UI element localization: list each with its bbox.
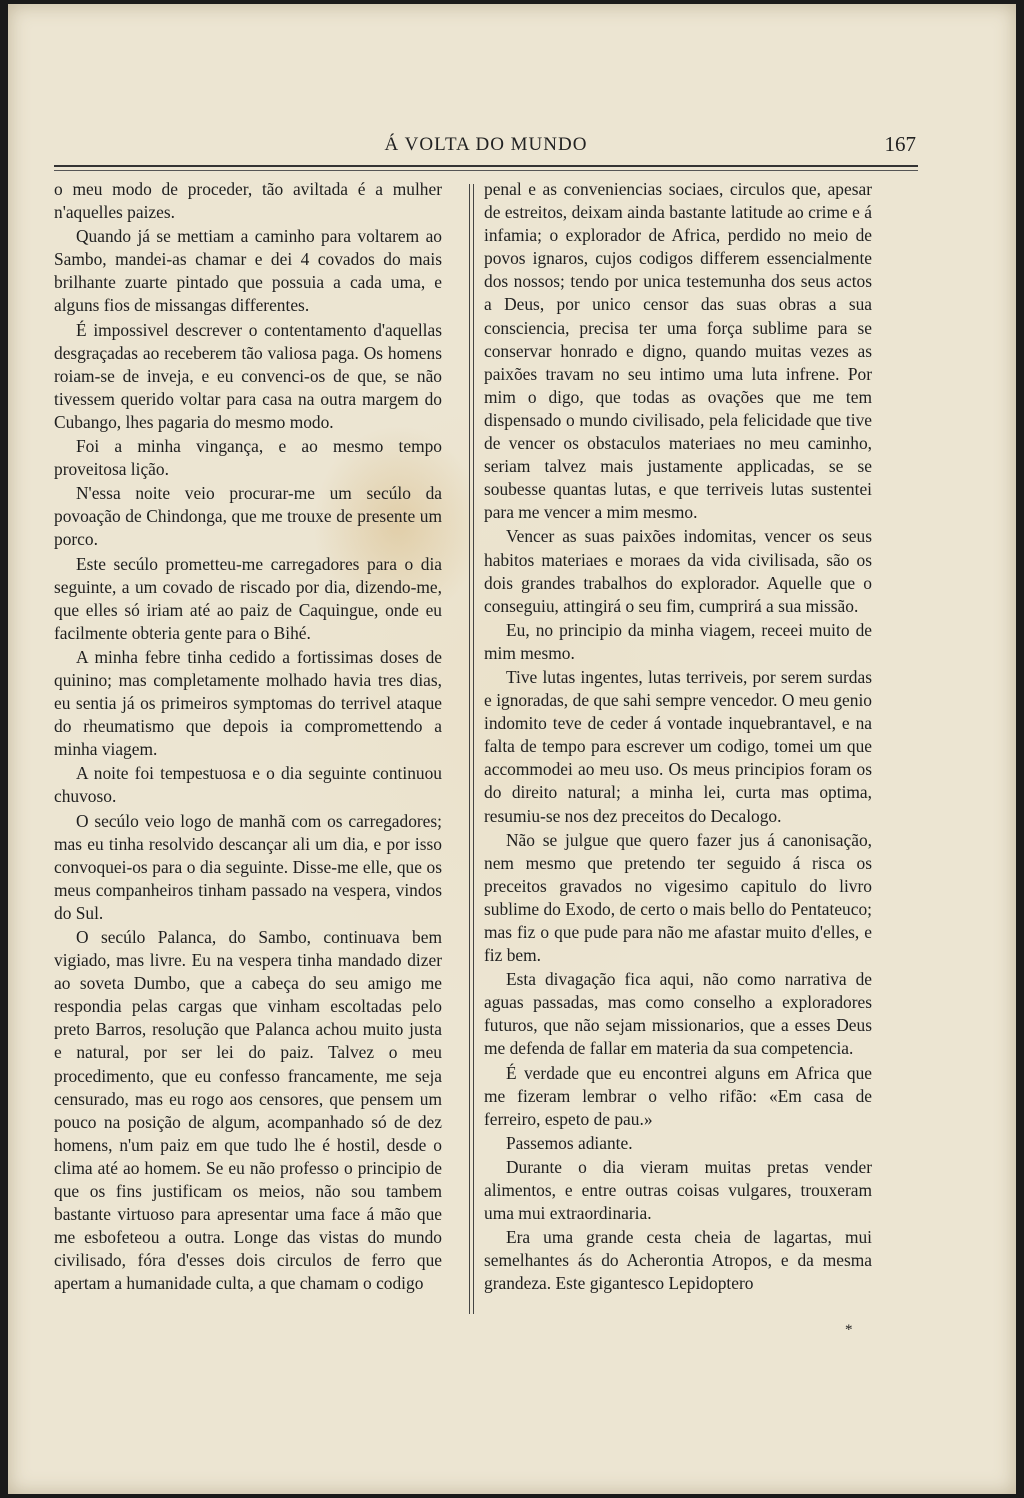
column-divider [473,184,474,1314]
paragraph: o meu modo de proceder, tão aviltada é a mulher n'aquelles paizes. [54,179,442,223]
signature-mark: * [845,1322,853,1338]
paragraph: O secúlo Palanca, do Sambo, continuava bem vigiado, mas livre. Eu na vespera tinha mandado dizer ao soveta Dumbo, que a cabeça do seu amigo me respondia pelas cargas que vinham escoltadas pelo preto Barros, resolução que Palanca achou muito justa e natural, por ser lei do paiz. Talvez o meu procedimento, que eu confesso francamente, me seja censurado, mas eu rogo aos censores, que pensem um pouco na posição de algum, acompanhado só de dez homens, n'um paiz em que tudo lhe é hostil, desde o clima até ao homem. Se eu não professo o principio de que os fins justificam os meios, não sou tambem bastante virtuoso para apresentar uma face á mão que me esbofeteou a outra. Longe das vistas do mundo civilisado, fóra d'esses dois circulos de ferro que apertam a humanidade culta, a que chamam o codigo [54,927,442,1294]
paragraph: Não se julgue que quero fazer jus á canonisação, nem mesmo que pretendo ter seguido á risca os preceitos gravados no vigesimo capitulo do livro sublime do Exodo, de certo o mais bello do Pentateuco; mas fiz o que pude para não me afastar muito d'elles, e fiz bem. [484,829,872,966]
book-page [8,4,1016,1494]
paragraph: N'essa noite veio procurar-me um secúlo da povoação de Chindonga, que me trouxe de presente um porco. [54,483,442,550]
paragraph: Eu, no principio da minha viagem, receei muito de mim mesmo. [484,619,872,663]
header-rule-thin [54,170,918,171]
paragraph: Durante o dia vieram muitas pretas vender alimentos, e entre outras coisas vulgares, trouxeram uma mui extraordinaria. [484,1156,872,1224]
header-rule-thick [54,165,918,167]
page-header [54,132,918,162]
right-column [484,178,872,1297]
paragraph: É impossivel descrever o contentamento d'aquellas desgraçadas ao receberem tão valiosa paga. Os homens roiam-se de inveja, e eu convenci-os de que, se não tivessem querido voltar para casa na outra margem do Cubango, lhes pagaria do mesmo modo. [54,319,442,432]
paragraph: Vencer as suas paixões indomitas, vencer os seus habitos materiaes e moraes da vida civilisada, são os dois grandes trabalhos do explorador. Aquelle que o conseguiu, attingirá o seu fim, cumprirá a sua missão. [484,526,872,616]
left-column [54,178,442,1297]
paragraph: O secúlo veio logo de manhã com os carregadores; mas eu tinha resolvido descançar ali um dia, e por isso convoquei-os para o dia seguinte. Disse-me elle, que os meus companheiros tinham passado na vespera, vindos do Sul. [54,810,442,923]
page-number: 167 [884,132,916,156]
paragraph: A minha febre tinha cedido a fortissimas doses de quinino; mas completamente molhado havia tres dias, eu sentia já os primeiros symptomas do terrivel ataque do rheumatismo que depois ia compromettendo a minha viagem. [54,646,442,760]
paragraph: É verdade que eu encontrei alguns em Africa que me fizeram lembrar o velho rifão: «Em casa de ferreiro, espeto de pau.» [484,1062,872,1129]
paragraph: Era uma grande cesta cheia de lagartas, mui semelhantes ás do Acherontia Atropos, e da mesma grandeza. Este gigantesco Lepidoptero [484,1227,872,1294]
paragraph: penal e as conveniencias sociaes, circulos que, apesar de estreitos, deixam ainda bastante latitude ao crime e á infamia; o explorador de Africa, perdido no meio de povos ignaros, cujos codigos differem essencialmente dos nossos; tendo por unica testemunha dos seus actos a Deus, por unico censor das suas obras a sua consciencia, precisa ter uma força sublime para se conservar honrado e digno, quando muitas vezes as paixões travam no seu intimo uma luta infrene. Por mim o digo, que todas as ovações que me tem dispensado o mundo civilisado, pela felicidade que tive de vencer os obstaculos materiaes no meu caminho, seriam talvez mais justamente applicadas, se se soubesse quantas lutas, e que terriveis lutas sustentei para me vencer a mim mesmo. [484,179,872,523]
paragraph: Este secúlo prometteu-me carregadores para o dia seguinte, a um covado de riscado por dia, dizendo-me, que elles só iriam até ao paiz de Caquingue, onde eu facilmente obteria gente para o Bihé. [54,553,442,643]
paragraph: Passemos adiante. [506,1132,633,1153]
paragraph: A noite foi tempestuosa e o dia seguinte continuou chuvoso. [54,763,442,807]
paragraph: Foi a minha vingança, e ao mesmo tempo proveitosa lição. [54,436,442,480]
column-divider [469,184,470,1314]
paragraph: Esta divagação fica aqui, não como narrativa de aguas passadas, mas como conselho a exploradores futuros, que não sejam missionarios, que a esses Deus me defenda de fallar em materia da sua competencia. [484,969,872,1059]
paragraph: Quando já se mettiam a caminho para voltarem ao Sambo, mandei-as chamar e dei 4 covados do mais brilhante zuarte pintado que possuia a cada uma, e alguns fios de missangas differentes. [54,226,442,316]
running-title: Á VOLTA DO MUNDO [384,134,588,155]
paragraph: Tive lutas ingentes, lutas terriveis, por serem surdas e ignoradas, de que sahi sempre vencedor. O meu genio indomito teve de ceder á vontade inquebrantavel, e na falta de tempo para escrever um codigo, tomei um que accommodei ao meu uso. Os meus principios foram os do direito natural; a minha lei, curta mas optima, resumiu-se nos dez preceitos do Decalogo. [484,666,872,826]
